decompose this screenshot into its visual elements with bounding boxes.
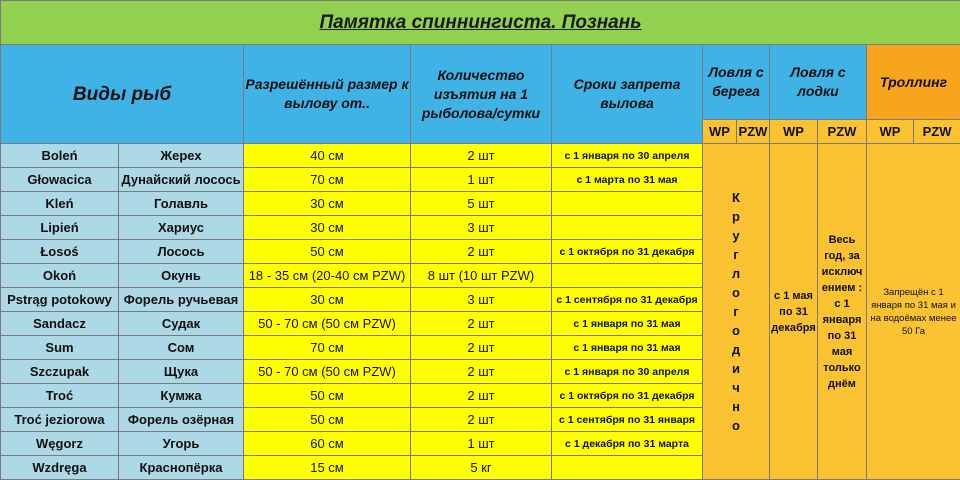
daily-quantity: 2 шт (411, 336, 552, 360)
fish-name-russian: Угорь (119, 432, 244, 456)
fish-name-polish: Sum (1, 336, 119, 360)
fish-name-russian: Краснопёрка (119, 456, 244, 480)
subheader-troll-pzw: PZW (914, 120, 960, 144)
subheader-troll-wp: WP (867, 120, 914, 144)
ban-period: с 1 марта по 31 мая (552, 168, 703, 192)
ban-period (552, 456, 703, 480)
ban-period (552, 192, 703, 216)
fish-name-russian: Кумжа (119, 384, 244, 408)
shore-letter: л (703, 264, 769, 283)
fish-name-polish: Troć (1, 384, 119, 408)
allowed-size: 50 - 70 см (50 см PZW) (244, 312, 411, 336)
daily-quantity: 2 шт (411, 408, 552, 432)
allowed-size: 30 см (244, 192, 411, 216)
allowed-size: 50 см (244, 408, 411, 432)
fish-name-russian: Голавль (119, 192, 244, 216)
allowed-size: 15 см (244, 456, 411, 480)
fish-name-russian: Сом (119, 336, 244, 360)
fish-name-polish: Łosoś (1, 240, 119, 264)
daily-quantity: 5 кг (411, 456, 552, 480)
allowed-size: 40 см (244, 144, 411, 168)
ban-period: с 1 сентября по 31 декабря (552, 288, 703, 312)
fish-name-polish: Kleń (1, 192, 119, 216)
subheader-boat-pzw: PZW (818, 120, 867, 144)
daily-quantity: 2 шт (411, 360, 552, 384)
daily-quantity: 2 шт (411, 384, 552, 408)
subheader-shore-wp: WP (703, 120, 737, 144)
shore-letter: р (703, 207, 769, 226)
allowed-size: 30 см (244, 288, 411, 312)
daily-quantity: 1 шт (411, 432, 552, 456)
daily-quantity: 5 шт (411, 192, 552, 216)
boat-wp-period: с 1 мая по 31 декабря (770, 144, 818, 480)
fish-name-russian: Щука (119, 360, 244, 384)
fish-name-russian: Хариус (119, 216, 244, 240)
daily-quantity: 2 шт (411, 312, 552, 336)
daily-quantity: 8 шт (10 шт PZW) (411, 264, 552, 288)
shore-letter: о (703, 283, 769, 302)
fish-name-russian: Судак (119, 312, 244, 336)
shore-letter: ч (703, 378, 769, 397)
ban-period: с 1 января по 30 апреля (552, 144, 703, 168)
header-quantity: Количество изъятия на 1 рыболова/сутки (411, 45, 552, 144)
shore-letter: г (703, 302, 769, 321)
fish-name-polish: Wzdręga (1, 456, 119, 480)
allowed-size: 50 см (244, 384, 411, 408)
fish-name-russian: Форель ручьевая (119, 288, 244, 312)
subheader-boat-wp: WP (770, 120, 818, 144)
boat-pzw-period: Весь год, за исключ ением : с 1 января по 31 мая только днём (818, 144, 867, 480)
daily-quantity: 3 шт (411, 288, 552, 312)
subheader-shore-pzw: PZW (737, 120, 770, 144)
allowed-size: 50 см (244, 240, 411, 264)
fish-name-polish: Szczupak (1, 360, 119, 384)
ban-period: с 1 сентября по 31 января (552, 408, 703, 432)
allowed-size: 60 см (244, 432, 411, 456)
trolling-restriction: Запрещён с 1 января по 31 мая и на водоёмах менее 50 Га (867, 144, 960, 480)
allowed-size: 50 - 70 см (50 см PZW) (244, 360, 411, 384)
ban-period: с 1 декабря по 31 марта (552, 432, 703, 456)
fish-name-russian: Лосось (119, 240, 244, 264)
header-boat: Ловля с лодки (770, 45, 867, 120)
table-row (1, 144, 960, 168)
daily-quantity: 3 шт (411, 216, 552, 240)
page-title: Памятка спиннингиста. Познань (1, 1, 960, 45)
allowed-size: 70 см (244, 336, 411, 360)
fish-name-polish: Pstrąg potokowy (1, 288, 119, 312)
allowed-size: 70 см (244, 168, 411, 192)
shore-letter: г (703, 245, 769, 264)
fish-name-polish: Węgorz (1, 432, 119, 456)
allowed-size: 18 - 35 см (20-40 см PZW) (244, 264, 411, 288)
ban-period: с 1 октября по 31 декабря (552, 384, 703, 408)
fish-name-polish: Głowacica (1, 168, 119, 192)
header-shore: Ловля с берега (703, 45, 770, 120)
ban-period: с 1 января по 31 мая (552, 312, 703, 336)
shore-letter: К (703, 188, 769, 207)
fish-name-russian: Окунь (119, 264, 244, 288)
fish-name-polish: Boleń (1, 144, 119, 168)
fish-name-polish: Troć jeziorowa (1, 408, 119, 432)
fish-name-polish: Lipień (1, 216, 119, 240)
fish-name-polish: Okoń (1, 264, 119, 288)
allowed-size: 30 см (244, 216, 411, 240)
ban-period (552, 264, 703, 288)
shore-all-year (703, 144, 770, 480)
shore-letter: о (703, 416, 769, 435)
header-species: Виды рыб (1, 45, 244, 144)
ban-period: с 1 января по 30 апреля (552, 360, 703, 384)
shore-letter: д (703, 340, 769, 359)
fish-name-russian: Жерех (119, 144, 244, 168)
header-trolling: Троллинг (867, 45, 960, 120)
ban-period: с 1 января по 31 мая (552, 336, 703, 360)
shore-letter: н (703, 397, 769, 416)
fish-name-russian: Дунайский лосось (119, 168, 244, 192)
daily-quantity: 2 шт (411, 240, 552, 264)
shore-letter: и (703, 359, 769, 378)
shore-letter: у (703, 226, 769, 245)
ban-period (552, 216, 703, 240)
daily-quantity: 2 шт (411, 144, 552, 168)
shore-letter: о (703, 321, 769, 340)
fish-name-russian: Форель озёрная (119, 408, 244, 432)
fish-name-polish: Sandacz (1, 312, 119, 336)
ban-period: с 1 октября по 31 декабря (552, 240, 703, 264)
header-size: Разрешённый размер к вылову от.. (244, 45, 411, 144)
daily-quantity: 1 шт (411, 168, 552, 192)
header-ban-period: Сроки запрета вылова (552, 45, 703, 144)
